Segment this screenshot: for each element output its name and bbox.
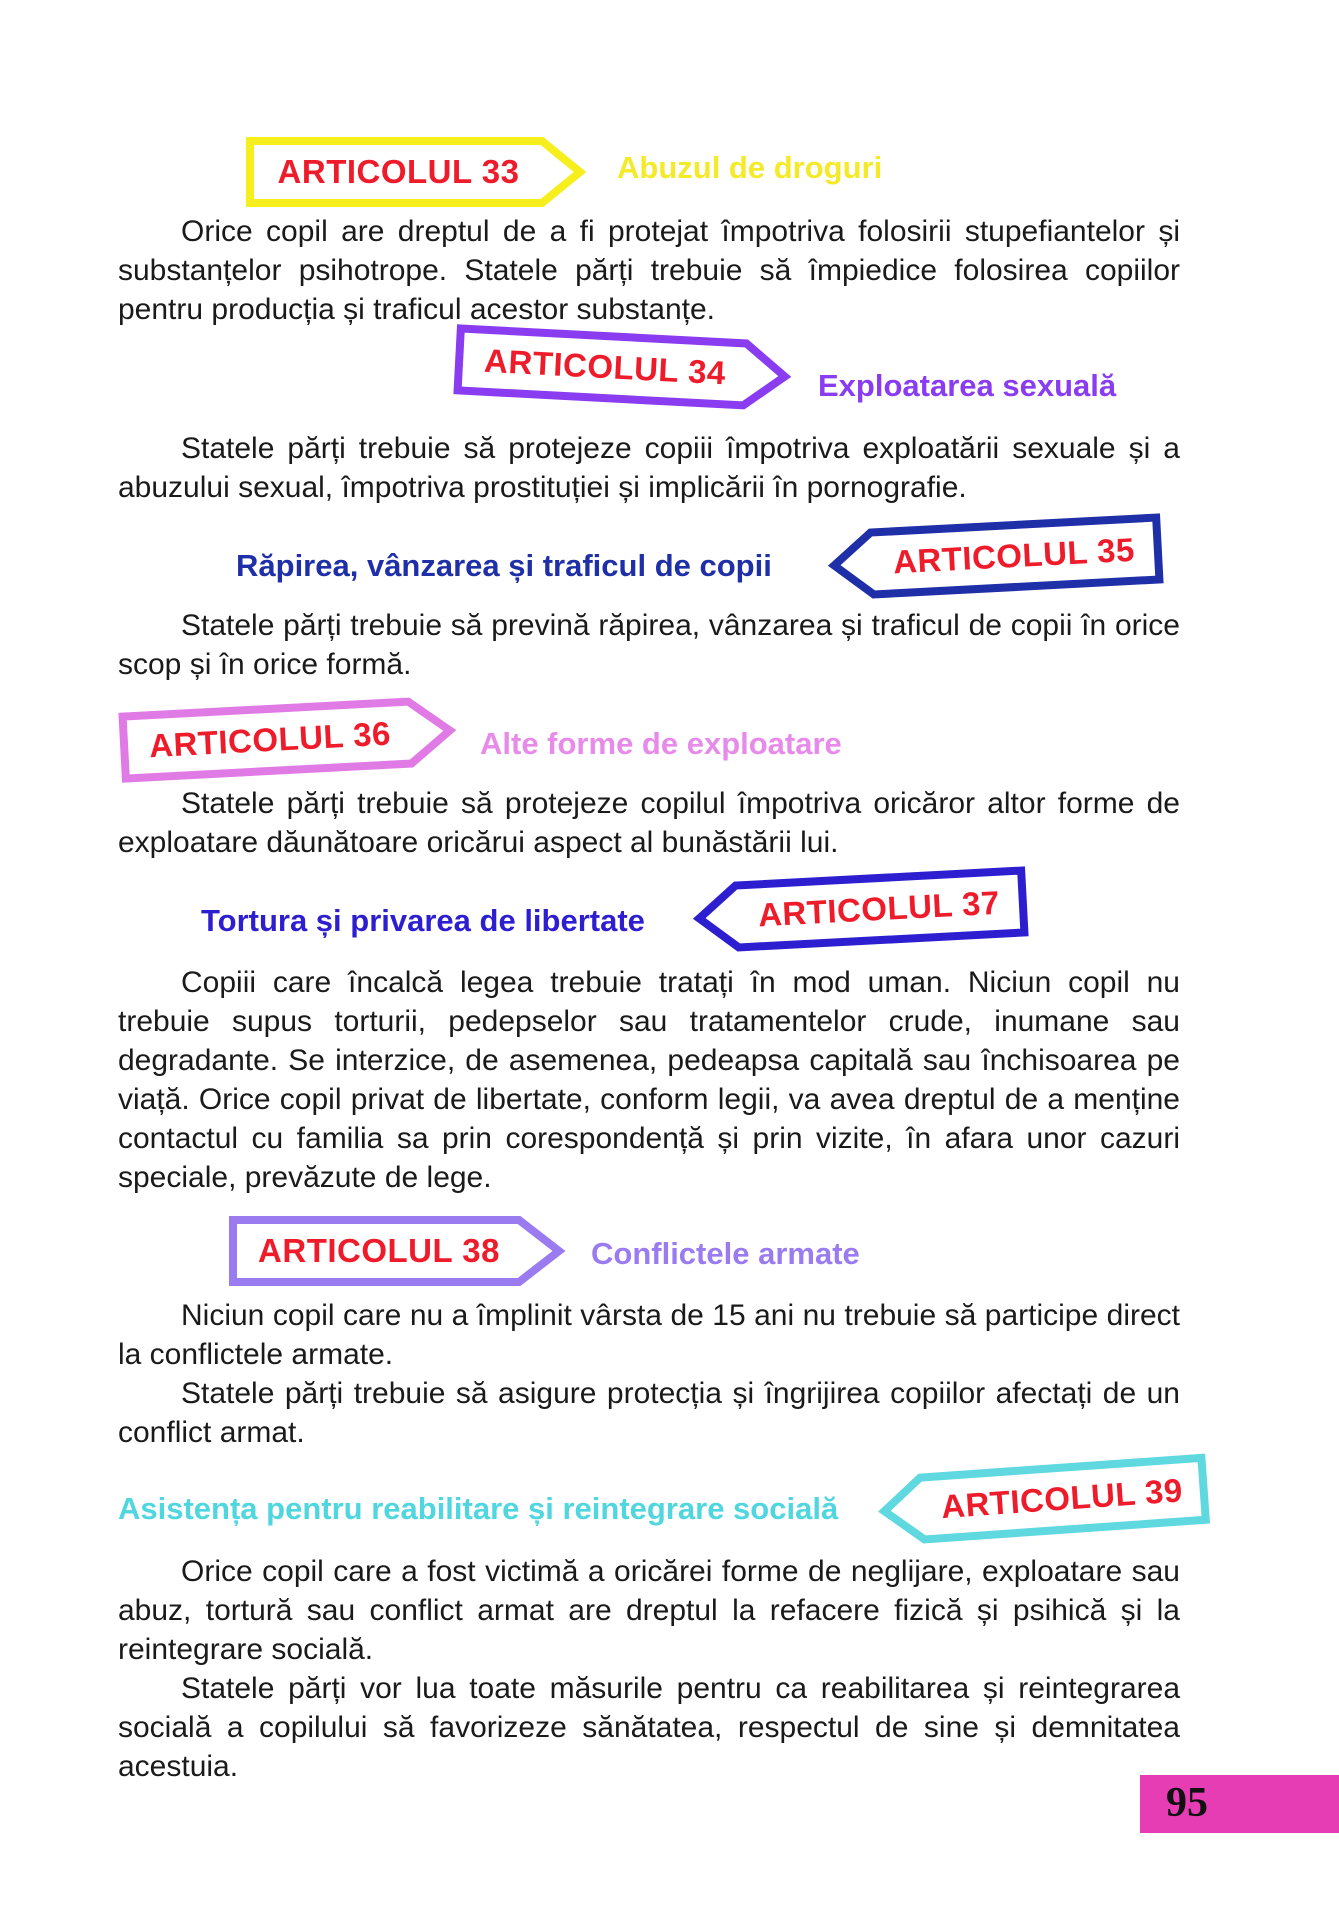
article-34-text (118, 429, 1180, 507)
article-34-title: Exploatarea sexuală (818, 368, 1117, 403)
article-38-tag (229, 1215, 565, 1287)
article-36-label: ARTICOLUL 36 (148, 714, 392, 765)
article-33-tag (246, 136, 586, 208)
article-36-tag (118, 694, 456, 783)
article-38-paragraph-1: Niciun copil care nu a împlinit vârsta de 15 ani nu trebuie să participe direct la conflictele armate. (118, 1299, 1180, 1371)
article-38-label: ARTICOLUL 38 (258, 1232, 500, 1269)
article-33-title: Abuzul de droguri (617, 150, 883, 185)
article-37-title: Tortura și privarea de libertate (201, 903, 645, 938)
article-36-title: Alte forme de exploatare (480, 726, 842, 761)
article-34-label: ARTICOLUL 34 (483, 341, 727, 392)
article-36-text (118, 784, 1180, 862)
article-39-paragraph-1: Orice copil care a fost victimă a oricărei forme de neglijare, exploatare sau abuz, tortură sau conflict armat are dreptul la refacere fizică și psihică și la reintegrare socială. (118, 1555, 1180, 1666)
article-35-paragraph: Statele părți trebuie să prevină răpirea, vânzarea și traficul de copii în orice scop și în orice formă. (118, 609, 1180, 681)
article-35-tag (828, 512, 1163, 601)
article-37-tag (693, 865, 1028, 954)
article-34-tag (453, 323, 791, 412)
article-34-paragraph: Statele părți trebuie să protejeze copiii împotriva exploatării sexuale și a abuzului sexual, împotriva prostituției și implicării în pornografie. (118, 432, 1180, 504)
article-38-paragraph-2: Statele părți trebuie să asigure protecția și îngrijirea copiilor afectați de un conflict armat. (118, 1377, 1180, 1449)
article-39-title: Asistența pentru reabilitare și reintegrare socială (118, 1491, 839, 1526)
article-33-paragraph: Orice copil are dreptul de a fi protejat împotriva folosirii stupefiantelor și substanțelor psihotrope. Statele părți trebuie să împiedice folosirea copiilor pentru producția și traficul acestor substanțe. (118, 215, 1180, 326)
article-33-text (118, 212, 1180, 329)
page-number: 95 (1166, 1780, 1208, 1826)
article-35-title: Răpirea, vânzarea și traficul de copii (236, 548, 772, 583)
article-39-paragraph-2: Statele părți vor lua toate măsurile pentru ca reabilitarea și reintegrarea socială a copilului să favorizeze sănătatea, respectul de sine și demnitatea acestuia. (118, 1672, 1180, 1783)
article-37-text (118, 963, 1180, 1197)
article-35-label: ARTICOLUL 35 (892, 530, 1136, 581)
article-37-paragraph: Copiii care încalcă legea trebuie tratați în mod uman. Niciun copil nu trebuie supus torturii, pedepselor sau tratamentelor crude, inumane sau degradante. Se interzice, de asemenea, pedeapsa capitală sau închisoarea pe viață. Orice copil privat de libertate, conform legii, va avea dreptul de a menține contactul cu familia sa prin corespondență și prin vizite, în afara unor cazuri speciale, prevăzute de lege. (118, 966, 1180, 1194)
article-35-text (118, 606, 1180, 684)
article-36-paragraph: Statele părți trebuie să protejeze copilul împotriva oricăror altor forme de exploatare dăunătoare oricărui aspect al bunăstării lui. (118, 787, 1180, 859)
page-number-box (1140, 1775, 1339, 1833)
article-38-title: Conflictele armate (591, 1236, 860, 1271)
article-39-tag (878, 1453, 1210, 1548)
article-38-text (118, 1296, 1180, 1452)
article-37-label: ARTICOLUL 37 (757, 883, 1001, 934)
article-39-text (118, 1552, 1180, 1786)
article-33-label: ARTICOLUL 33 (277, 153, 520, 190)
article-39-label: ARTICOLUL 39 (939, 1471, 1184, 1526)
